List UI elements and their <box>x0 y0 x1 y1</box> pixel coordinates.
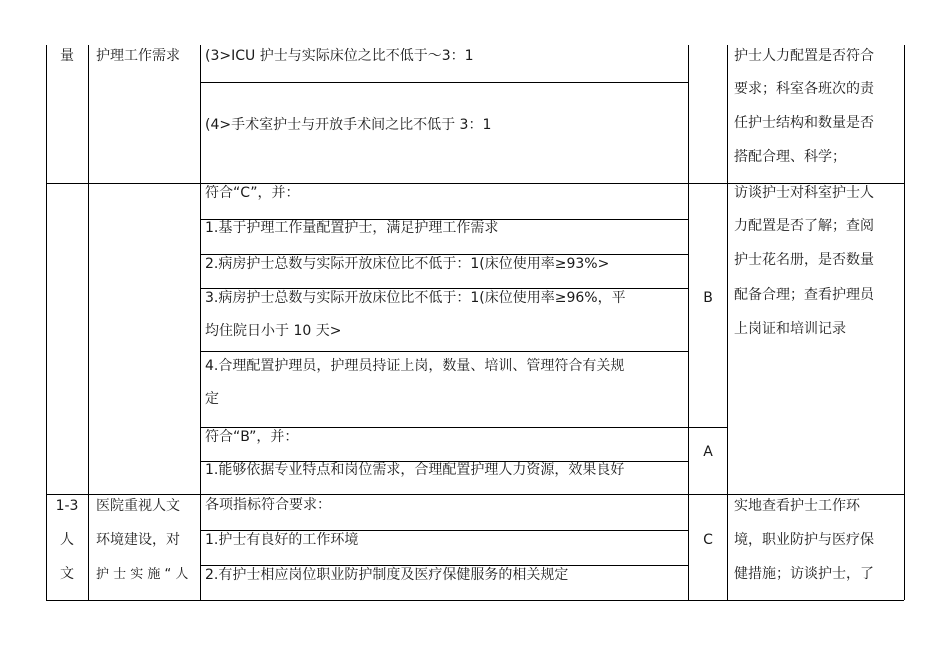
grade-c: C <box>703 532 713 548</box>
requirement-line: 3.病房护士总数与实际开放床位比不低于：1(床位使用率≥96%，平 <box>205 290 626 306</box>
table-border <box>200 254 688 255</box>
requirement-line: 1.能够依据专业特点和岗位需求，合理配置护理人力资源，效果良好 <box>205 462 625 478</box>
table-border <box>46 494 904 495</box>
table-border <box>200 565 688 566</box>
requirement-line: 均住院日小于 10 天> <box>205 323 342 339</box>
method-line: 配备合理；查看护理员 <box>734 287 874 303</box>
section-id-line: 1-3 <box>55 498 79 514</box>
table-border <box>200 45 201 600</box>
requirement-line: (4>手术室护士与开放手术间之比不低于 3：1 <box>205 117 492 133</box>
item-line: 环境建设，对 <box>96 532 180 548</box>
method-line: 要求；科室各班次的责 <box>734 81 874 97</box>
requirement-line: (3>ICU 护士与实际床位之比不低于～3：1 <box>205 48 474 64</box>
requirement-line: 定 <box>205 391 219 407</box>
grade-b: B <box>703 290 713 306</box>
method-line: 健措施；访谈护士，了 <box>734 566 874 582</box>
requirement-line: 1.护士有良好的工作环境 <box>205 532 359 548</box>
method-line: 搭配合理、科学； <box>734 149 846 165</box>
table-border <box>904 45 905 600</box>
table-border <box>46 183 904 184</box>
item-cell-nursing-demand: 护理工作需求 <box>96 48 180 64</box>
requirement-line: 各项指标符合要求： <box>205 497 331 513</box>
table-border <box>200 351 688 352</box>
requirement-line: 1.基于护理工作量配置护士，满足护理工作需求 <box>205 220 499 236</box>
item-line: 护 士 实 施 “ 人 <box>96 567 189 582</box>
method-line: 境，职业防护与医疗保 <box>734 532 874 548</box>
requirement-line: 4.合理配置护理员，护理员持证上岗，数量、培训、管理符合有关规 <box>205 358 625 374</box>
requirement-line: 2.有护士相应岗位职业防护制度及医疗保健服务的相关规定 <box>205 567 569 583</box>
table-border <box>200 82 688 83</box>
requirement-line: 符合“B”，并： <box>205 429 299 445</box>
table-border <box>46 45 47 600</box>
section-id-line: 文 <box>60 566 74 582</box>
table-border <box>46 600 904 601</box>
table-border <box>200 288 688 289</box>
method-line: 实地查看护士工作环 <box>734 498 860 514</box>
table-border <box>88 45 89 600</box>
table-border <box>727 45 728 600</box>
grade-a: A <box>703 444 713 460</box>
method-line: 上岗证和培训记录 <box>734 321 846 337</box>
section-id-line: 人 <box>60 532 74 548</box>
method-line: 任护士结构和数量是否 <box>734 115 874 131</box>
requirement-line: 符合“C”，并： <box>205 185 300 201</box>
requirement-line: 2.病房护士总数与实际开放床位比不低于：1(床位使用率≥93%> <box>205 256 610 272</box>
item-line: 医院重视人文 <box>96 498 180 514</box>
table-border <box>200 530 688 531</box>
table-border <box>200 427 727 428</box>
table-border <box>688 45 689 600</box>
section-cell-quantity: 量 <box>60 48 74 64</box>
method-line: 护士人力配置是否符合 <box>734 48 874 64</box>
method-line: 护士花名册，是否数量 <box>734 252 874 268</box>
method-line: 力配置是否了解；查阅 <box>734 218 874 234</box>
method-line: 访谈护士对科室护士人 <box>734 185 874 201</box>
